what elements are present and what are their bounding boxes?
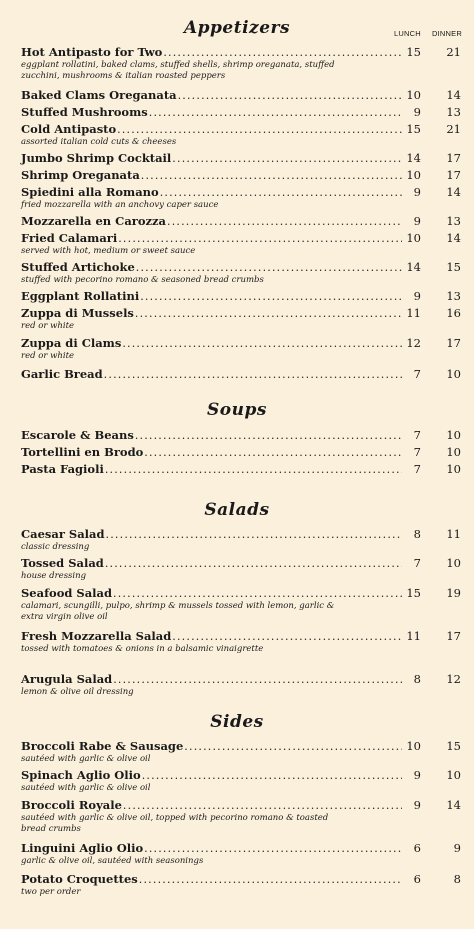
menu-item xyxy=(21,231,461,257)
dinner-price: 17 xyxy=(446,168,461,182)
menu-item xyxy=(21,45,461,81)
menu-item xyxy=(21,168,461,183)
item-name: Caesar Salad xyxy=(21,527,105,541)
item-name: Broccoli Rabe & Sausage xyxy=(21,739,184,753)
dot-leader xyxy=(184,740,402,753)
item-name: Linguini Aglio Olio xyxy=(21,841,144,855)
menu-item-line xyxy=(21,367,461,382)
item-name: Pasta Fagioli xyxy=(21,462,104,476)
menu-item-line xyxy=(21,445,461,460)
item-description: calamari, scungilli, pulpo, shrimp & mussels tossed with lemon, garlic & extra virgin olive oil xyxy=(21,601,335,622)
dot-leader xyxy=(178,89,402,102)
dinner-price: 21 xyxy=(446,45,461,59)
lunch-price: 9 xyxy=(413,185,421,199)
menu-item-line xyxy=(21,122,461,137)
menu-item-line xyxy=(21,428,461,443)
menu-item-line xyxy=(21,168,461,183)
menu-item-line xyxy=(21,336,461,351)
lunch-price: 15 xyxy=(406,586,421,600)
menu-item-line xyxy=(21,214,461,229)
dot-leader xyxy=(135,429,402,442)
item-name: Stuffed Mushrooms xyxy=(21,105,148,119)
section-title-soups: Soups xyxy=(207,400,267,420)
lunch-price: 14 xyxy=(406,151,421,165)
menu-item-line xyxy=(21,151,461,166)
menu-item xyxy=(21,586,461,622)
dinner-price: 21 xyxy=(446,122,461,136)
item-name: Mozzarella en Carozza xyxy=(21,214,167,228)
menu-item-line xyxy=(21,45,461,60)
menu-item xyxy=(21,105,461,120)
menu-item xyxy=(21,841,461,867)
item-name: Hot Antipasto for Two xyxy=(21,45,163,59)
dot-leader xyxy=(163,46,402,59)
menu-item-line xyxy=(21,872,461,887)
dinner-price: 10 xyxy=(446,768,461,782)
menu-item-line xyxy=(21,185,461,200)
menu-item-line xyxy=(21,586,461,601)
menu-item-line xyxy=(21,739,461,754)
item-name: Shrimp Oreganata xyxy=(21,168,140,182)
item-name: Spiedini alla Romano xyxy=(21,185,159,199)
lunch-price: 11 xyxy=(406,306,421,320)
dinner-column-header: DINNER xyxy=(432,29,462,38)
item-description: classic dressing xyxy=(21,542,90,552)
item-name: Zuppa di Clams xyxy=(21,336,122,350)
menu-item-line xyxy=(21,841,461,856)
menu-item-line xyxy=(21,105,461,120)
dot-leader xyxy=(104,368,402,381)
dot-leader xyxy=(142,769,402,782)
item-name: Baked Clams Oreganata xyxy=(21,88,177,102)
dinner-price: 10 xyxy=(446,428,461,442)
lunch-price: 10 xyxy=(406,88,421,102)
menu-item xyxy=(21,367,461,382)
menu-item-line xyxy=(21,556,461,571)
item-name: Cold Antipasto xyxy=(21,122,117,136)
menu-item xyxy=(21,289,461,304)
menu-item-line xyxy=(21,306,461,321)
menu-item xyxy=(21,527,461,553)
dot-leader xyxy=(149,106,402,119)
dot-leader xyxy=(106,528,402,541)
dinner-price: 19 xyxy=(446,586,461,600)
item-name: Potato Croquettes xyxy=(21,872,138,886)
dinner-price: 15 xyxy=(446,260,461,274)
menu-item xyxy=(21,872,461,898)
lunch-price: 6 xyxy=(413,872,421,886)
menu-item-line xyxy=(21,672,461,687)
item-name: Garlic Bread xyxy=(21,367,103,381)
lunch-price: 7 xyxy=(413,445,421,459)
menu-item xyxy=(21,214,461,229)
item-description: red or white xyxy=(21,321,75,331)
dinner-price: 11 xyxy=(446,527,461,541)
section-title-appetizers: Appetizers xyxy=(183,18,291,38)
lunch-price: 7 xyxy=(413,428,421,442)
menu-item xyxy=(21,445,461,460)
item-name: Escarole & Beans xyxy=(21,428,134,442)
menu-item xyxy=(21,768,461,794)
item-name: Jumbo Shrimp Cocktail xyxy=(21,151,172,165)
menu-item xyxy=(21,122,461,148)
item-description: two per order xyxy=(21,887,81,897)
item-name: Fresh Mozzarella Salad xyxy=(21,629,172,643)
dinner-price: 17 xyxy=(446,629,461,643)
dot-leader xyxy=(123,799,402,812)
lunch-price: 15 xyxy=(406,122,421,136)
dot-leader xyxy=(135,307,402,320)
dinner-price: 10 xyxy=(446,462,461,476)
menu-item xyxy=(21,672,461,698)
dot-leader xyxy=(172,152,402,165)
dot-leader xyxy=(117,123,402,136)
menu-item xyxy=(21,88,461,103)
lunch-price: 7 xyxy=(413,367,421,381)
dinner-price: 10 xyxy=(446,445,461,459)
item-name: Eggplant Rollatini xyxy=(21,289,140,303)
lunch-price: 9 xyxy=(413,289,421,303)
item-description: lemon & olive oil dressing xyxy=(21,687,134,697)
item-description: sautéed with garlic & olive oil xyxy=(21,754,151,764)
section-title-salads: Salads xyxy=(204,500,270,520)
item-name: Zuppa di Mussels xyxy=(21,306,134,320)
dinner-price: 10 xyxy=(446,556,461,570)
item-name: Broccoli Royale xyxy=(21,798,122,812)
dinner-price: 13 xyxy=(446,105,461,119)
dinner-price: 17 xyxy=(446,151,461,165)
lunch-price: 7 xyxy=(413,462,421,476)
menu-item xyxy=(21,306,461,332)
menu-item-line xyxy=(21,289,461,304)
dot-leader xyxy=(105,463,402,476)
dot-leader xyxy=(122,337,402,350)
lunch-price: 9 xyxy=(413,768,421,782)
menu-item xyxy=(21,336,461,362)
lunch-price: 10 xyxy=(406,168,421,182)
lunch-price: 10 xyxy=(406,231,421,245)
item-name: Spinach Aglio Olio xyxy=(21,768,141,782)
dinner-price: 17 xyxy=(446,336,461,350)
dinner-price: 14 xyxy=(446,798,461,812)
dot-leader xyxy=(113,587,402,600)
dinner-price: 8 xyxy=(453,872,461,886)
item-description: assorted italian cold cuts & cheeses xyxy=(21,137,177,147)
menu-item-line xyxy=(21,260,461,275)
menu-item-line xyxy=(21,88,461,103)
dot-leader xyxy=(105,557,402,570)
menu-item-line xyxy=(21,629,461,644)
dinner-price: 14 xyxy=(446,88,461,102)
menu-item-line xyxy=(21,798,461,813)
menu-item-line xyxy=(21,462,461,477)
menu-item xyxy=(21,798,461,834)
dinner-price: 14 xyxy=(446,231,461,245)
menu-item xyxy=(21,739,461,765)
dinner-price: 16 xyxy=(446,306,461,320)
dot-leader xyxy=(136,261,402,274)
menu-item xyxy=(21,428,461,443)
item-description: red or white xyxy=(21,351,75,361)
dinner-price: 13 xyxy=(446,214,461,228)
item-description: garlic & olive oil, sautéed with seasonings xyxy=(21,856,204,866)
dinner-price: 9 xyxy=(453,841,461,855)
item-description: house dressing xyxy=(21,571,87,581)
menu-item-line xyxy=(21,768,461,783)
item-name: Tortellini en Brodo xyxy=(21,445,144,459)
lunch-price: 11 xyxy=(406,629,421,643)
dot-leader xyxy=(139,873,402,886)
dinner-price: 12 xyxy=(446,672,461,686)
lunch-price: 14 xyxy=(406,260,421,274)
dot-leader xyxy=(118,232,402,245)
dinner-price: 13 xyxy=(446,289,461,303)
item-description: sautéed with garlic & olive oil xyxy=(21,783,151,793)
menu-item xyxy=(21,185,461,211)
menu-item-line xyxy=(21,231,461,246)
section-title-sides: Sides xyxy=(210,712,264,732)
dinner-price: 14 xyxy=(446,185,461,199)
item-name: Tossed Salad xyxy=(21,556,104,570)
lunch-price: 9 xyxy=(413,214,421,228)
dot-leader xyxy=(141,169,402,182)
menu-item xyxy=(21,260,461,286)
dinner-price: 10 xyxy=(446,367,461,381)
menu-item xyxy=(21,556,461,582)
item-description: fried mozzarella with an anchovy caper sauce xyxy=(21,200,219,210)
item-description: stuffed with pecorino romano & seasoned bread crumbs xyxy=(21,275,264,285)
lunch-price: 7 xyxy=(413,556,421,570)
lunch-price: 10 xyxy=(406,739,421,753)
lunch-price: 8 xyxy=(413,527,421,541)
dot-leader xyxy=(172,630,402,643)
item-name: Seafood Salad xyxy=(21,586,113,600)
menu-item xyxy=(21,629,461,655)
item-name: Stuffed Artichoke xyxy=(21,260,135,274)
menu-item-line xyxy=(21,527,461,542)
lunch-price: 15 xyxy=(406,45,421,59)
item-description: served with hot, medium or sweet sauce xyxy=(21,246,196,256)
item-description: tossed with tomatoes & onions in a balsamic vinaigrette xyxy=(21,644,264,654)
lunch-price: 12 xyxy=(406,336,421,350)
dot-leader xyxy=(144,446,402,459)
item-name: Arugula Salad xyxy=(21,672,113,686)
menu-item xyxy=(21,151,461,166)
dot-leader xyxy=(140,290,402,303)
dot-leader xyxy=(160,186,402,199)
lunch-price: 9 xyxy=(413,798,421,812)
lunch-price: 6 xyxy=(413,841,421,855)
lunch-price: 9 xyxy=(413,105,421,119)
lunch-price: 8 xyxy=(413,672,421,686)
item-description: eggplant rollatini, baked clams, stuffed shells, shrimp oreganata, stuffed zucchini, mushrooms & italian roasted peppers xyxy=(21,60,335,81)
dot-leader xyxy=(113,673,402,686)
menu-item xyxy=(21,462,461,477)
dinner-price: 15 xyxy=(446,739,461,753)
item-description: sautéed with garlic & olive oil, topped with pecorino romano & toasted bread crumbs xyxy=(21,813,329,834)
dot-leader xyxy=(144,842,402,855)
dot-leader xyxy=(167,215,402,228)
lunch-column-header: LUNCH xyxy=(394,29,421,38)
item-name: Fried Calamari xyxy=(21,231,118,245)
